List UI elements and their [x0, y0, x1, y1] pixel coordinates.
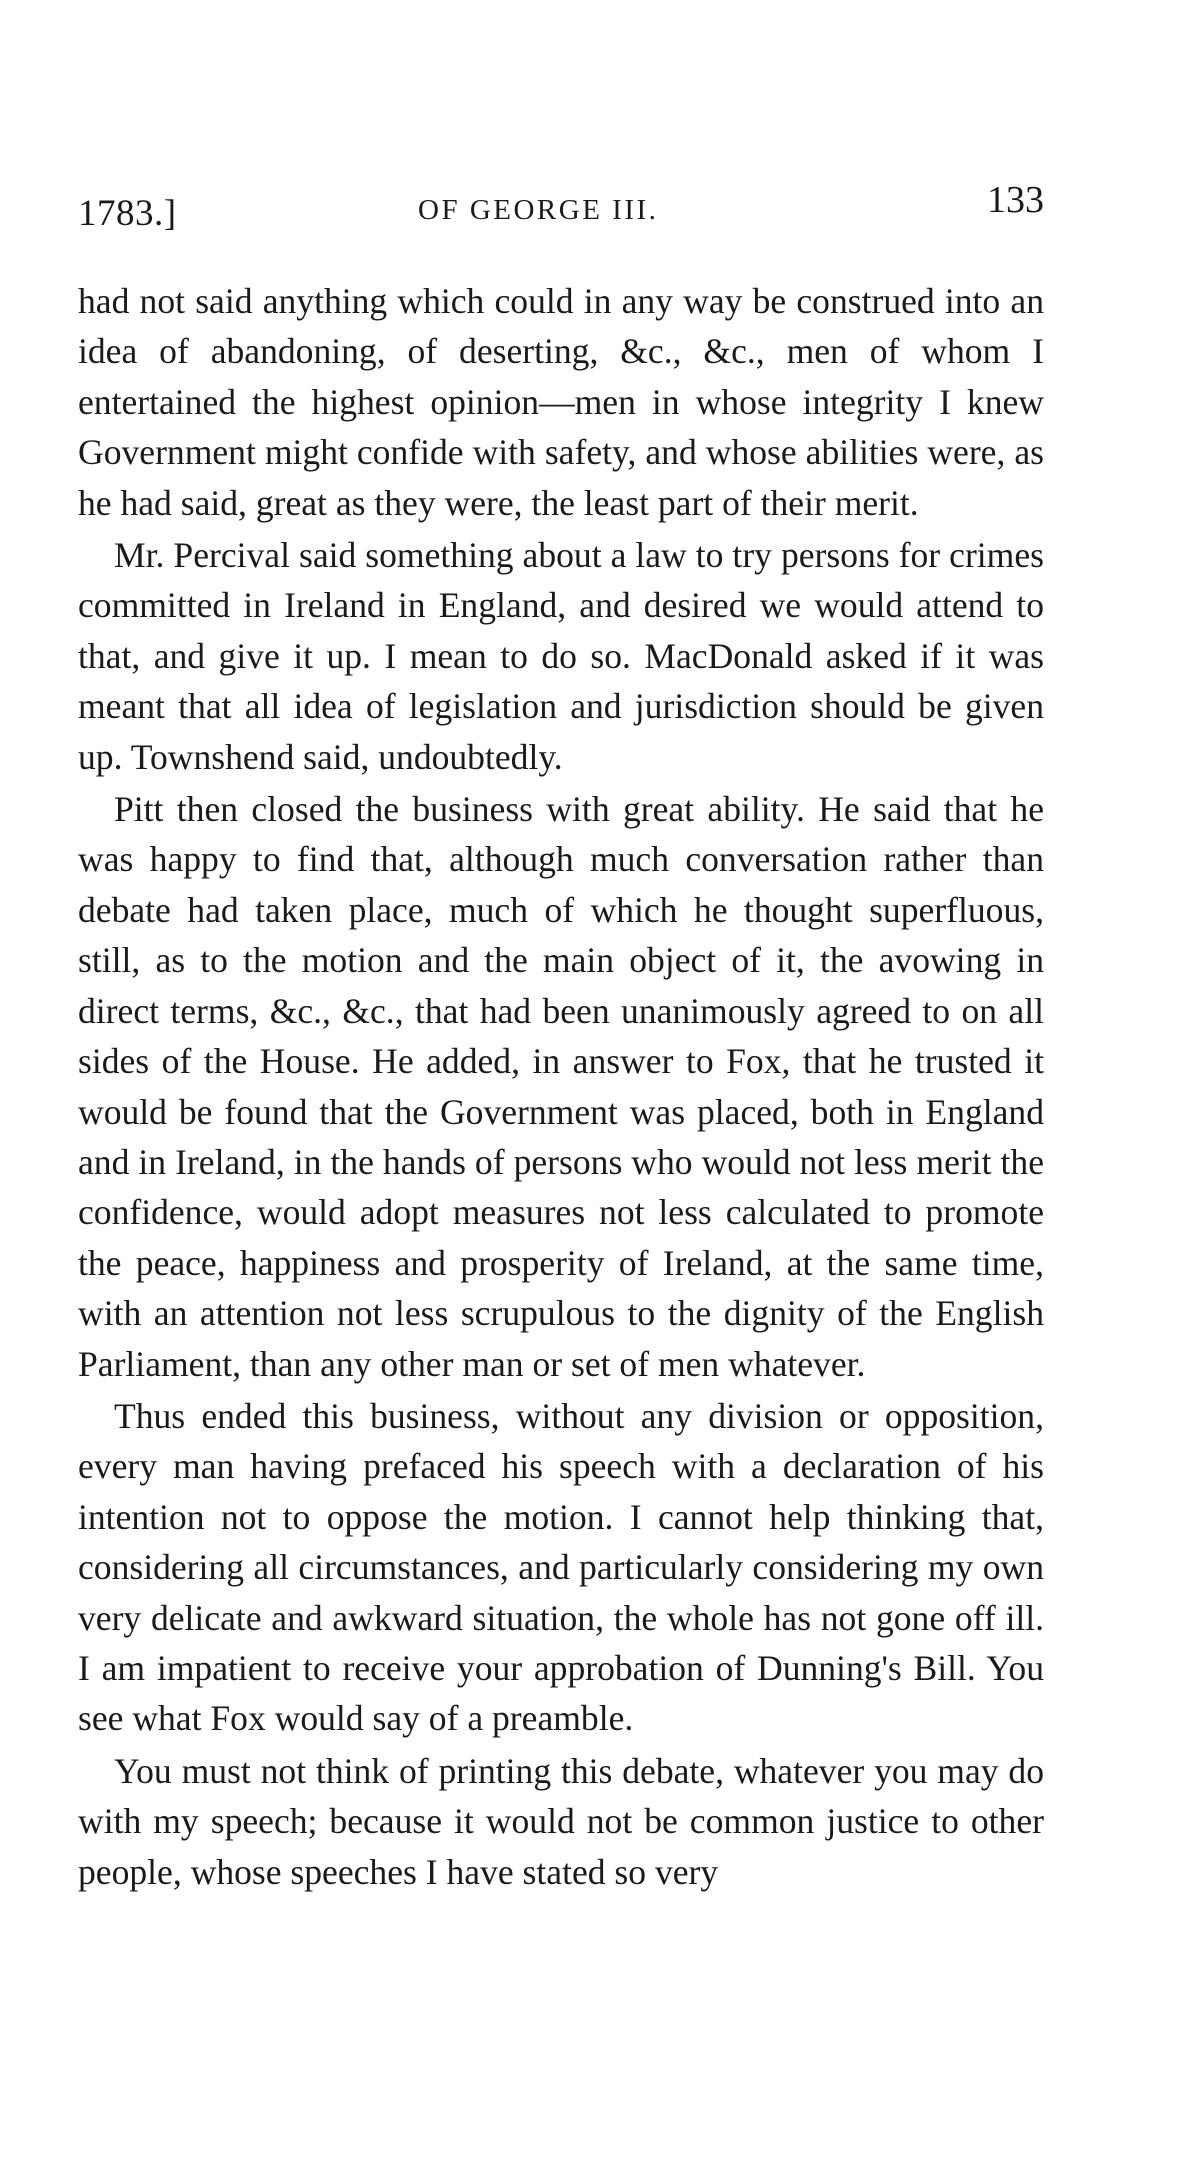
paragraph: Pitt then closed the business with great ability. He said that he was happy to find that, although much conversation rather than debate had taken place, much of which he thought superfluous, still, as to the motion and the main object of it, the avowing in direct terms, &c., &c., that had been unanimously agreed to on all sides of the House. He added, in answer to Fox, that he trusted it would be found that the Government was placed, both in England and in Ireland, in the hands of persons who would not less merit the confidence, would adopt measures not less calculated to promote the peace, happiness and prosperity of Ireland, at the same time, with an attention not less scrupulous to the dignity of the English Parliament, than any other man or set of men whatever. — [78, 789, 1044, 1384]
paragraph: You must not think of printing this debate, whatever you may do with my speech; because it would not be common justice to other people, whose speeches I have stated so very — [78, 1750, 1044, 1892]
page-number: 133 — [987, 179, 1044, 221]
paragraph-continuation: had not said anything which could in any way be construed into an idea of abandoning, of deserting, &c., &c., men of whom I entertained the highest opinion—men in whose integrity I knew Government might confide with safety, and whose abilities were, as he had said, great as they were, the least part of their merit. — [78, 281, 1044, 523]
paragraph: Thus ended this business, without any division or opposition, every man having prefaced his speech with a declaration of his intention not to oppose the motion. I cannot help thinking that, considering all circumstances, and particularly considering my own very delicate and awkward situation, the whole has not gone off ill. I am impatient to receive your approbation of Dunning's Bill. You see what Fox would say of a preamble. — [78, 1395, 1044, 1739]
running-head-year: 1783.] — [78, 193, 177, 234]
running-head-title: OF GEORGE III. — [418, 194, 659, 226]
running-head — [78, 170, 1044, 234]
body-text — [78, 276, 1044, 1897]
paragraph: Mr. Percival said something about a law to try persons for crimes committed in Ireland in England, and desired we would attend to that, and give it up. I mean to do so. MacDonald asked if it was meant that all idea of legislation and jurisdiction should be given up. Townshend said, undoubtedly. — [78, 535, 1044, 777]
book-page — [78, 170, 1044, 1897]
